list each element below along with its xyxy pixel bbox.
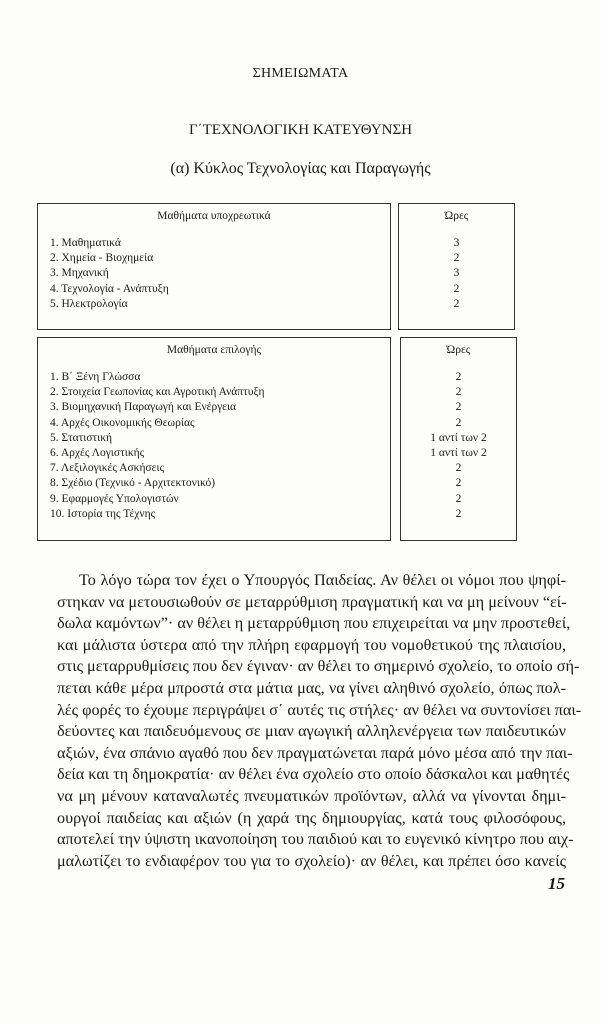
subject-item: 7. Λεξιλογικές Ασκήσεις (50, 462, 165, 475)
page-title: Γ΄ΤΕΧΝΟΛΟΓΙΚΗ ΚΑΤΕΥΘΥΝΣΗ (188, 122, 413, 138)
text-line: ουργοί παιδείας και αξιών (η χαρά της δημιουργίας, κατά τους φιλοσόφους, (57, 808, 566, 827)
hours-value: 1 αντί των 2 (430, 447, 487, 460)
subject-item: 5. Στατιστική (50, 431, 113, 444)
section-heading: ΣΗΜΕΙΩΜΑΤΑ (252, 66, 349, 81)
elective-hours-box (400, 337, 517, 541)
body-paragraph (57, 570, 582, 872)
subject-item: 4. Τεχνολογία - Ανάπτυξη (50, 282, 169, 295)
compulsory-subjects-box (37, 203, 391, 330)
elective-list (38, 370, 390, 522)
text-line: στις μεταρρυθμίσεις που δεν έγιναν· αν θέλει το σημερινό σχολείο, το οποίο σή- (57, 657, 580, 676)
hours-value: 2 (455, 492, 462, 505)
compulsory-hours-box (398, 203, 515, 330)
hours-value: 3 (453, 267, 460, 280)
text-line: πεται κάθε μέρα μπροστά στα μάτια μας, να γίνει αληθινό σχολείο, όπως πολ- (57, 678, 566, 697)
text-line: δεία και τη δημοκρατία· αν θέλει ένα σχολείο στο οποίο δάσκαλοι και μαθητές (57, 765, 570, 784)
text-line: Το λόγο τώρα τον έχει ο Υπουργός Παιδείας. Αν θέλει οι νόμοι που ψηφί- (79, 571, 566, 589)
elective-subjects-box (37, 337, 391, 541)
hours-value: 2 (455, 401, 462, 414)
subtitle: (α) Κύκλος Τεχνολογίας και Παραγωγής (170, 160, 431, 177)
hours-heading: Ώρες (446, 344, 471, 356)
compulsory-hours-list (399, 236, 514, 312)
hours-value: 2 (455, 477, 462, 490)
hours-value: 2 (453, 297, 460, 310)
hours-value: 2 (455, 507, 462, 520)
text-line: δεύοντες και παιδευόμενους σε μιαν αγωγική αλληλενέργεια των παιδευτικών (57, 722, 566, 741)
elective-hours-list (401, 370, 516, 522)
subject-item: 2. Στοιχεία Γεωπονίας και Αγροτική Ανάπτυξη (50, 386, 265, 399)
text-line: λές φορές το έχουμε περιγράψει σ΄ αυτές τις στήλες· αν θέλει να συντονίσει παι- (57, 700, 582, 719)
subject-item: 3. Βιομηχανική Παραγωγή και Ενέργεια (50, 401, 237, 414)
subject-item: 1. Β΄ Ξένη Γλώσσα (50, 371, 141, 383)
hours-value: 2 (455, 371, 462, 383)
page-number: 15 (548, 874, 565, 893)
hours-heading: Ώρες (444, 210, 469, 222)
hours-value: 1 αντί των 2 (430, 431, 487, 444)
text-line: αξιών, ένα σπάνιο αγαθό που δεν πραγματώνεται παρά μόνο μέσα από την παι- (57, 743, 573, 762)
hours-value: 2 (455, 386, 462, 399)
subject-item: 1. Μαθηματικά (50, 237, 121, 249)
hours-value: 2 (453, 252, 460, 265)
hours-value: 2 (455, 462, 462, 475)
elective-heading: Μαθήματα επιλογής (166, 344, 262, 356)
compulsory-list (38, 236, 390, 312)
subject-item: 8. Σχέδιο (Τεχνικό - Αρχιτεκτονικό) (50, 477, 216, 490)
text-line: και μάλιστα ύστερα από την πλήρη εφαρμογή του νομοθετικού της πλαισίου, (57, 635, 566, 654)
subject-item: 2. Χημεία - Βιοχημεία (50, 252, 154, 265)
subject-item: 4. Αρχές Οικονομικής Θεωρίας (50, 416, 195, 429)
subject-item: 10. Ιστορία της Τέχνης (50, 507, 156, 520)
hours-value: 3 (453, 237, 460, 249)
subject-item: 6. Αρχές Λογιστικής (50, 447, 145, 460)
text-line: να μη μένουν καταναλωτές πνευματικών προϊόντων, αλλά να γίνονται δημι- (57, 786, 566, 805)
compulsory-heading: Μαθήματα υποχρεωτικά (157, 210, 271, 222)
text-line: στηκαν να μετουσιωθούν σε μεταρρύθμιση πραγματική και να μη μείνουν “εί- (57, 592, 567, 611)
hours-value: 2 (453, 282, 460, 295)
hours-value: 2 (455, 416, 462, 429)
subject-item: 3. Μηχανική (50, 267, 109, 280)
text-line: δωλα καμόντων”· αν θέλει η μεταρρύθμιση που επιχειρείται να μην προστεθεί, (57, 614, 571, 633)
text-line: αποτελεί την ύψιστη ικανοποίηση του παιδιού και το ευγενικό κίνητρο που αιχ- (57, 830, 574, 849)
text-line: μαλωτίζει το ενδιαφέρον του για το σχολείο)· αν θέλει, και πρέπει όσο κανείς (57, 851, 566, 870)
subject-item: 5. Ηλεκτρολογία (50, 297, 128, 310)
subject-item: 9. Εφαρμογές Υπολογιστών (50, 492, 179, 505)
